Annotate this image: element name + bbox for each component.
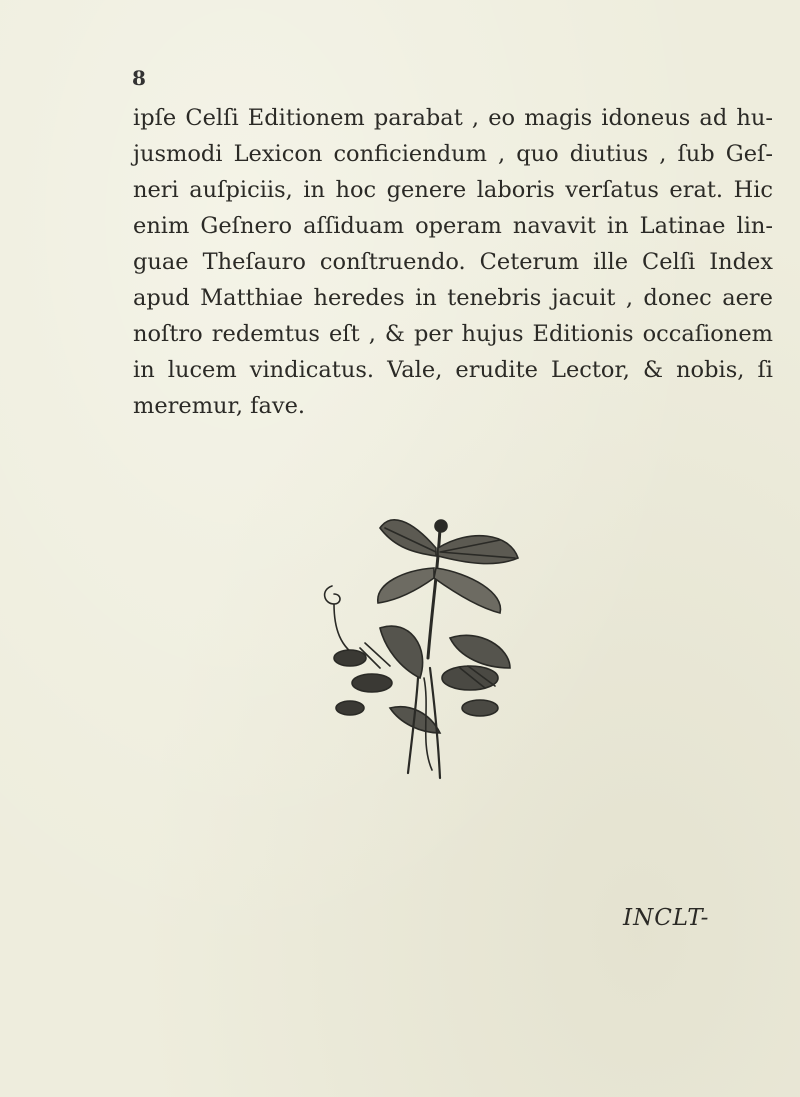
paragraph-line-1: ipſe Celſi Editionem parabat , eo magis idoneus ad hu- [133, 105, 773, 131]
paragraph-line-5: guae Theſauro conſtruendo. Ceterum ille Celſi Index [133, 249, 773, 275]
paragraph-line-9: meremur, fave. [133, 393, 306, 419]
body-paragraph [133, 100, 773, 424]
paragraph-line-7: noſtro redemtus eſt , & per hujus Editionis occaſionem [133, 321, 773, 347]
paragraph-line-6: apud Matthiae heredes in tenebris jacuit , donec aere [133, 285, 773, 311]
paragraph-line-3: neri auſpiciis, in hoc genere laboris verſatus erat. Hic [133, 177, 773, 203]
catchword: INCLT- [623, 905, 710, 931]
paragraph-line-8: in lucem vindicatus. Vale, erudite Lector, & nobis, ſi [133, 357, 773, 383]
paragraph-line-2: jusmodi Lexicon conficiendum , quo diutius , ſub Geſ- [133, 141, 773, 167]
dragonfly-flower-vignette-icon [320, 508, 520, 783]
signature-mark: 8 [132, 66, 146, 90]
paragraph-line-4: enim Geſnero aſſiduam operam navavit in Latinae lin- [133, 213, 773, 239]
